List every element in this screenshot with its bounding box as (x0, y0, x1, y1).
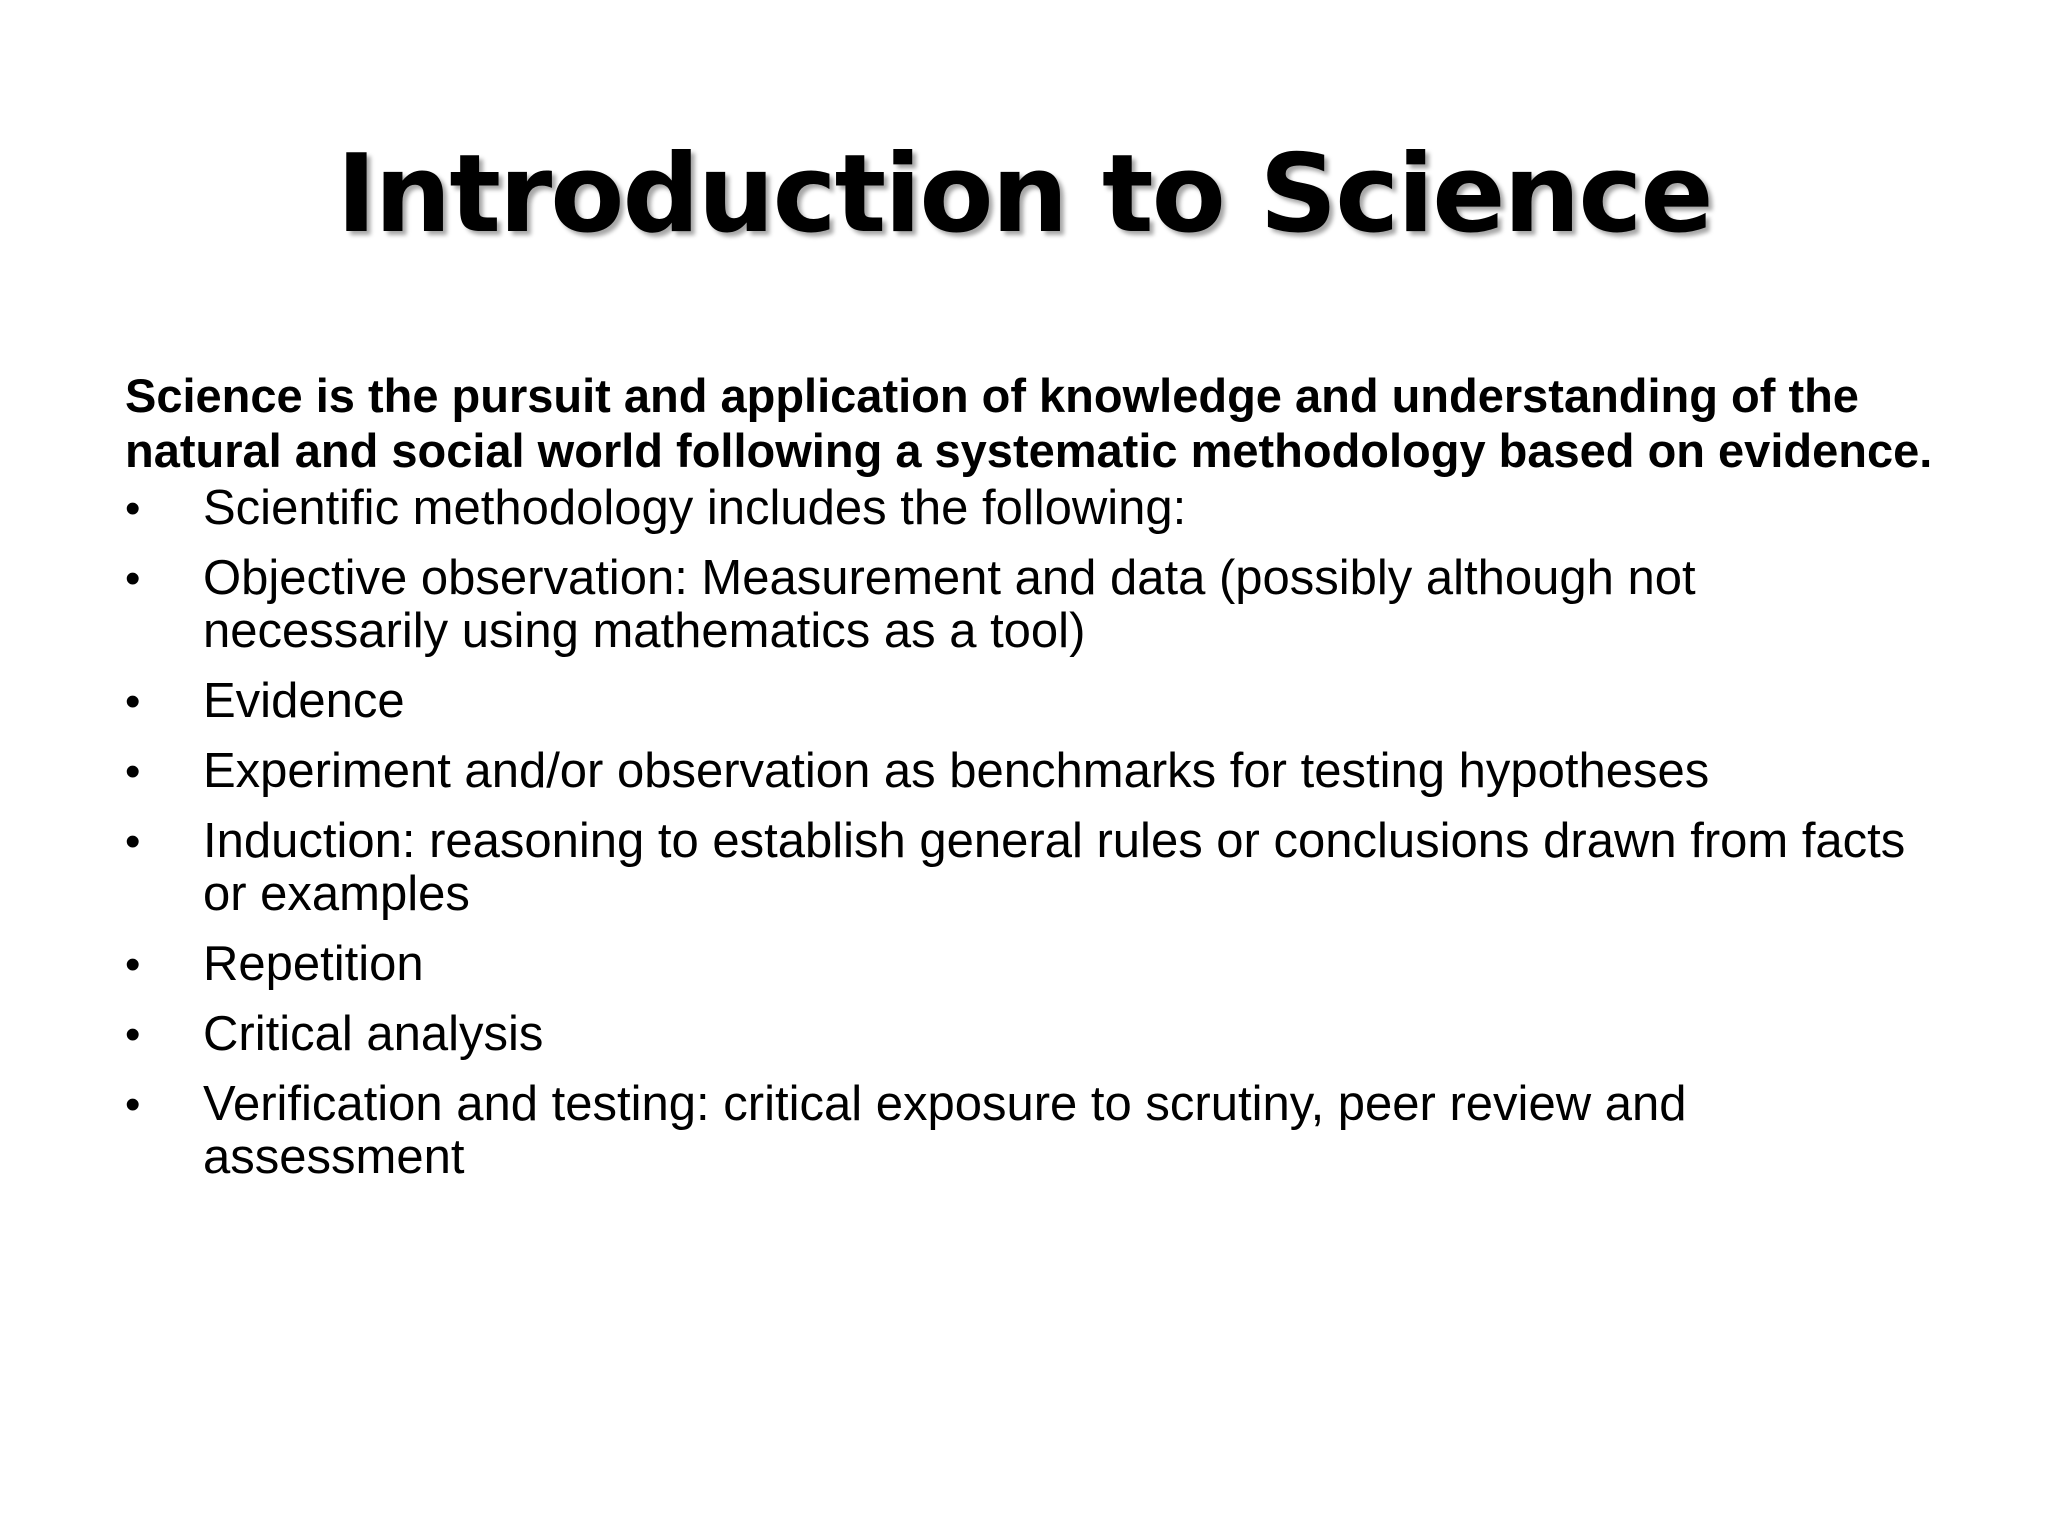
list-item-text: Verification and testing: critical exposure to scrutiny, peer review and assessment (203, 1077, 1687, 1184)
list-item (125, 938, 1945, 991)
bullet-icon: • (125, 747, 141, 796)
list-item (125, 675, 1945, 728)
bullet-icon: • (125, 1080, 141, 1129)
bullet-icon: • (125, 484, 141, 533)
list-item (125, 815, 1945, 921)
list-item (125, 1078, 1945, 1184)
list-item (125, 1008, 1945, 1061)
list-item-text: Repetition (203, 937, 424, 991)
bullet-icon: • (125, 554, 141, 603)
list-item-text: Induction: reasoning to establish general rules or conclusions drawn from facts or examples (203, 814, 1906, 921)
list-item (125, 552, 1945, 658)
list-item (125, 745, 1945, 798)
definition-paragraph: Science is the pursuit and application of knowledge and understanding of the natural and social world following a systematic methodology based on evidence. (125, 369, 1933, 477)
bullet-icon: • (125, 677, 141, 726)
list-item-text: Scientific methodology includes the following: (203, 481, 1187, 535)
slide-title: Introduction to Science (336, 132, 1712, 257)
bullet-icon: • (125, 817, 141, 866)
list-item-text: Objective observation: Measurement and data (possibly although not necessarily using mathematics as a tool) (203, 551, 1696, 658)
bullet-icon: • (125, 940, 141, 989)
bullet-icon: • (125, 1010, 141, 1059)
list-item-text: Critical analysis (203, 1007, 544, 1061)
list-item (125, 482, 1945, 535)
list-item-text: Experiment and/or observation as benchmarks for testing hypotheses (203, 744, 1710, 798)
slide-body (125, 368, 1945, 1201)
bullet-list (125, 482, 1945, 1184)
list-item-text: Evidence (203, 674, 405, 728)
